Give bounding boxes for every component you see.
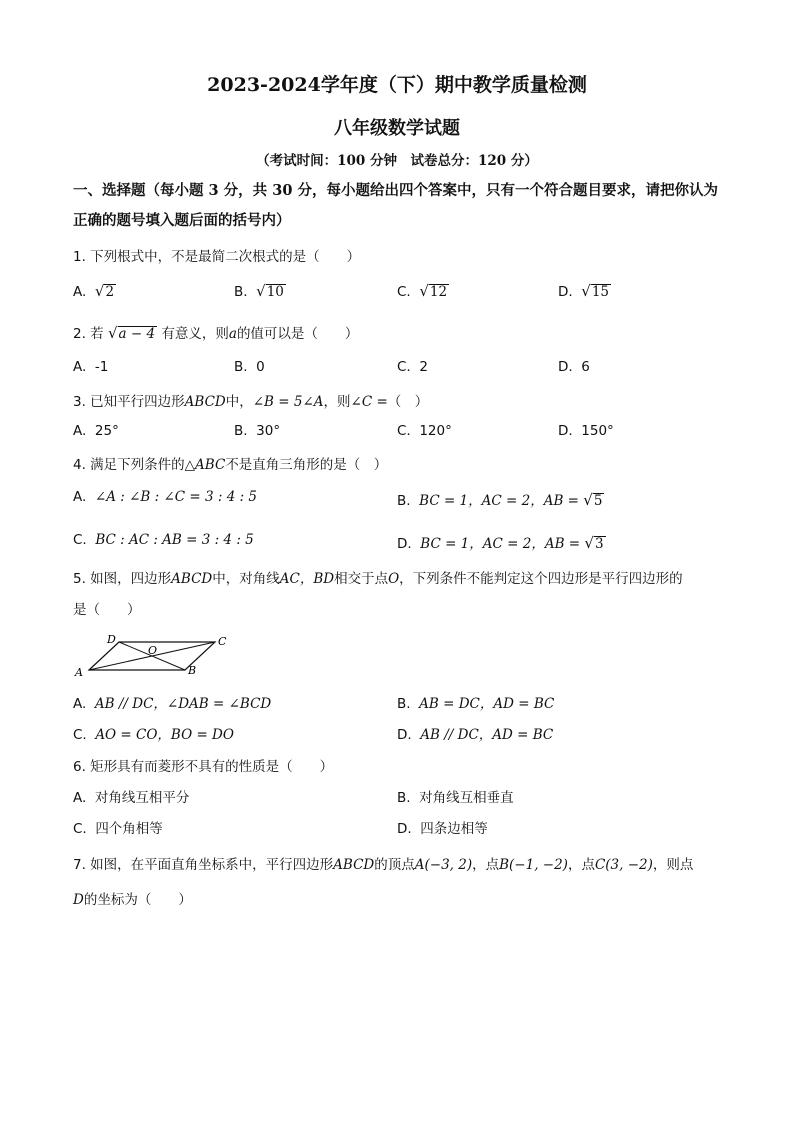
option-label: D. xyxy=(397,821,412,837)
radicand: a − 4 xyxy=(118,326,156,342)
option-label: D. xyxy=(558,284,573,300)
option-text: 25° xyxy=(94,423,119,439)
option-label: C. xyxy=(73,532,87,548)
q3-option-b[interactable] xyxy=(234,423,280,439)
radical-icon: √ xyxy=(581,282,591,300)
math-point-a: A(−3, 2) xyxy=(414,857,473,873)
stem-text: 5. 如图，四边形 xyxy=(73,571,172,587)
stem-text: ，点 xyxy=(472,857,500,873)
q6-option-c[interactable] xyxy=(73,817,163,837)
math-ask: ∠C = xyxy=(350,394,388,410)
exam-subtitle: 八年级数学试题 xyxy=(334,118,460,139)
q3-option-c[interactable] xyxy=(397,423,452,439)
q4-option-a[interactable] xyxy=(73,489,257,505)
stem-text: 不是直角三角形的是（ ） xyxy=(225,457,388,473)
option-label: C. xyxy=(73,727,87,743)
label-b: B xyxy=(188,664,197,677)
option-label: D. xyxy=(397,727,412,743)
stem-text: 2. 若 xyxy=(73,326,104,342)
stem-text: （ ） xyxy=(387,394,429,410)
q6-stem: 6. 矩形具有而菱形不具有的性质是（ ） xyxy=(73,759,334,775)
radical-icon: √ xyxy=(107,324,118,342)
q2-option-b[interactable] xyxy=(234,359,265,375)
q4-stem xyxy=(73,453,387,473)
option-text: 120° xyxy=(419,423,452,439)
option-label: B. xyxy=(397,696,411,712)
q1-stem: 1. 下列根式中，不是最简二次根式的是（ ） xyxy=(73,249,361,265)
option-label: A. xyxy=(73,423,87,439)
q1-option-b[interactable] xyxy=(234,282,286,300)
q1-option-a[interactable] xyxy=(73,282,116,300)
q4-option-b[interactable] xyxy=(397,489,604,509)
stem-text: 3. 已知平行四边形 xyxy=(73,394,185,410)
q1-option-c[interactable] xyxy=(397,282,449,300)
q5-stem-line1 xyxy=(73,567,683,587)
option-label: B. xyxy=(234,423,248,439)
option-label: B. xyxy=(234,359,248,375)
math-shape: ABCD xyxy=(171,571,213,587)
radicand: 12 xyxy=(429,284,448,300)
stem-text: 的值可以是（ ） xyxy=(236,326,359,342)
option-label: D. xyxy=(558,359,573,375)
q3-option-d[interactable] xyxy=(558,423,614,439)
option-text: 四条边相等 xyxy=(420,821,488,837)
q3-option-a[interactable] xyxy=(73,423,119,439)
stem-text: 7. 如图，在平面直角坐标系中，平行四边形 xyxy=(73,857,334,873)
math-point-c: C(3, −2) xyxy=(594,857,653,873)
q3-stem xyxy=(73,390,428,410)
radical-icon: √ xyxy=(583,491,593,509)
option-text: 四个角相等 xyxy=(95,821,163,837)
option-text: BC : AC : AB = 3 : 4 : 5 xyxy=(95,532,254,548)
stem-text: 中， xyxy=(225,394,253,410)
option-label: C. xyxy=(397,423,411,439)
exam-title: 2023-2024学年度（下）期中教学质量检测 xyxy=(207,74,587,96)
q5-option-a[interactable] xyxy=(73,692,271,712)
option-text: AB = DC，AD = BC xyxy=(419,696,555,712)
radicand: 2 xyxy=(105,284,115,300)
math-point: O xyxy=(388,571,400,587)
q1-option-d[interactable] xyxy=(558,282,611,300)
stem-text: 相交于点 xyxy=(334,571,389,587)
option-label: D. xyxy=(558,423,573,439)
option-label: C. xyxy=(73,821,87,837)
math-point-d: D xyxy=(73,892,84,908)
stem-text: 中，对角线 xyxy=(212,571,280,587)
stem-text: 有意义，则 xyxy=(161,326,229,342)
label-o: O xyxy=(148,644,158,657)
option-label: A. xyxy=(73,284,87,300)
stem-text: ，点 xyxy=(567,857,595,873)
q7-stem-line2 xyxy=(73,888,192,908)
label-d: D xyxy=(107,633,116,646)
q4-option-c[interactable] xyxy=(73,532,254,548)
option-label: A. xyxy=(73,489,87,505)
q5-stem-line2: 是（ ） xyxy=(73,602,141,618)
radical-icon: √ xyxy=(419,282,429,300)
label-c: C xyxy=(218,635,227,648)
option-label: B. xyxy=(397,790,411,806)
option-text: 2 xyxy=(419,359,428,375)
q5-option-c[interactable] xyxy=(73,723,234,743)
parallelogram-figure xyxy=(73,630,243,680)
stem-text: 的顶点 xyxy=(374,857,415,873)
option-label: B. xyxy=(234,284,248,300)
q6-option-d[interactable] xyxy=(397,817,488,837)
stem-text: 的坐标为（ ） xyxy=(83,892,192,908)
radicand: 15 xyxy=(591,284,610,300)
radicand: 5 xyxy=(593,493,603,509)
option-text: AB // DC，AD = BC xyxy=(420,727,554,743)
q5-option-b[interactable] xyxy=(397,692,554,712)
radical-icon: √ xyxy=(256,282,266,300)
option-text: 6 xyxy=(581,359,590,375)
q5-option-d[interactable] xyxy=(397,723,553,743)
radicand: 10 xyxy=(266,284,284,300)
option-text: BC = 1，AC = 2，AB = xyxy=(419,493,579,509)
math-point-b: B(−1, −2) xyxy=(499,857,568,873)
option-label: A. xyxy=(73,696,87,712)
option-label: D. xyxy=(397,536,412,552)
q4-option-d[interactable] xyxy=(397,532,606,552)
option-label: C. xyxy=(397,359,411,375)
option-text: BC = 1，AC = 2，AB = xyxy=(420,536,581,552)
option-text: 对角线互相垂直 xyxy=(419,790,514,806)
math-var: a xyxy=(228,326,237,342)
radicand: 3 xyxy=(594,536,604,552)
stem-text: ，下列条件不能判定这个四边形是平行四边形的 xyxy=(399,571,683,587)
option-text: 0 xyxy=(256,359,265,375)
math-shape: ABCD xyxy=(333,857,375,873)
option-text: AO = CO，BO = DO xyxy=(95,727,234,743)
stem-text: ，则点 xyxy=(652,857,694,873)
q6-option-b[interactable] xyxy=(397,786,514,806)
option-label: A. xyxy=(73,359,87,375)
stem-text: 4. 满足下列条件的 xyxy=(73,457,185,473)
label-a: A xyxy=(75,666,83,679)
option-text: 对角线互相平分 xyxy=(94,790,190,806)
option-text: 150° xyxy=(581,423,614,439)
math-diag: AC，BD xyxy=(279,571,335,587)
section-heading: 一、选择题（每小题 3 分，共 30 分，每小题给出四个答案中，只有一个符合题目要求，请把你认为正确的题号填入题后面的括号内） xyxy=(73,182,718,229)
q2-option-d[interactable] xyxy=(558,359,590,375)
stem-text: ，则 xyxy=(323,394,351,410)
math-cond: ∠B = 5∠A xyxy=(252,394,324,410)
q2-option-c[interactable] xyxy=(397,359,428,375)
q2-option-a[interactable] xyxy=(73,359,108,375)
math-shape: ABCD xyxy=(184,394,226,410)
radical-icon: √ xyxy=(584,534,594,552)
option-text: ∠A : ∠B : ∠C = 3 : 4 : 5 xyxy=(94,489,258,505)
option-text: AB // DC，∠DAB = ∠BCD xyxy=(94,696,272,712)
q6-option-a[interactable] xyxy=(73,786,189,806)
option-label: B. xyxy=(397,493,411,509)
q2-stem xyxy=(73,322,358,342)
option-text: -1 xyxy=(94,359,109,375)
option-label: C. xyxy=(397,284,411,300)
exam-meta: （考试时间：100 分钟 试卷总分：120 分） xyxy=(256,153,538,169)
q7-stem-line1 xyxy=(73,853,693,873)
radical-icon: √ xyxy=(94,282,105,300)
math-tri: △ABC xyxy=(184,457,226,473)
option-label: A. xyxy=(73,790,87,806)
option-text: 30° xyxy=(256,423,281,439)
